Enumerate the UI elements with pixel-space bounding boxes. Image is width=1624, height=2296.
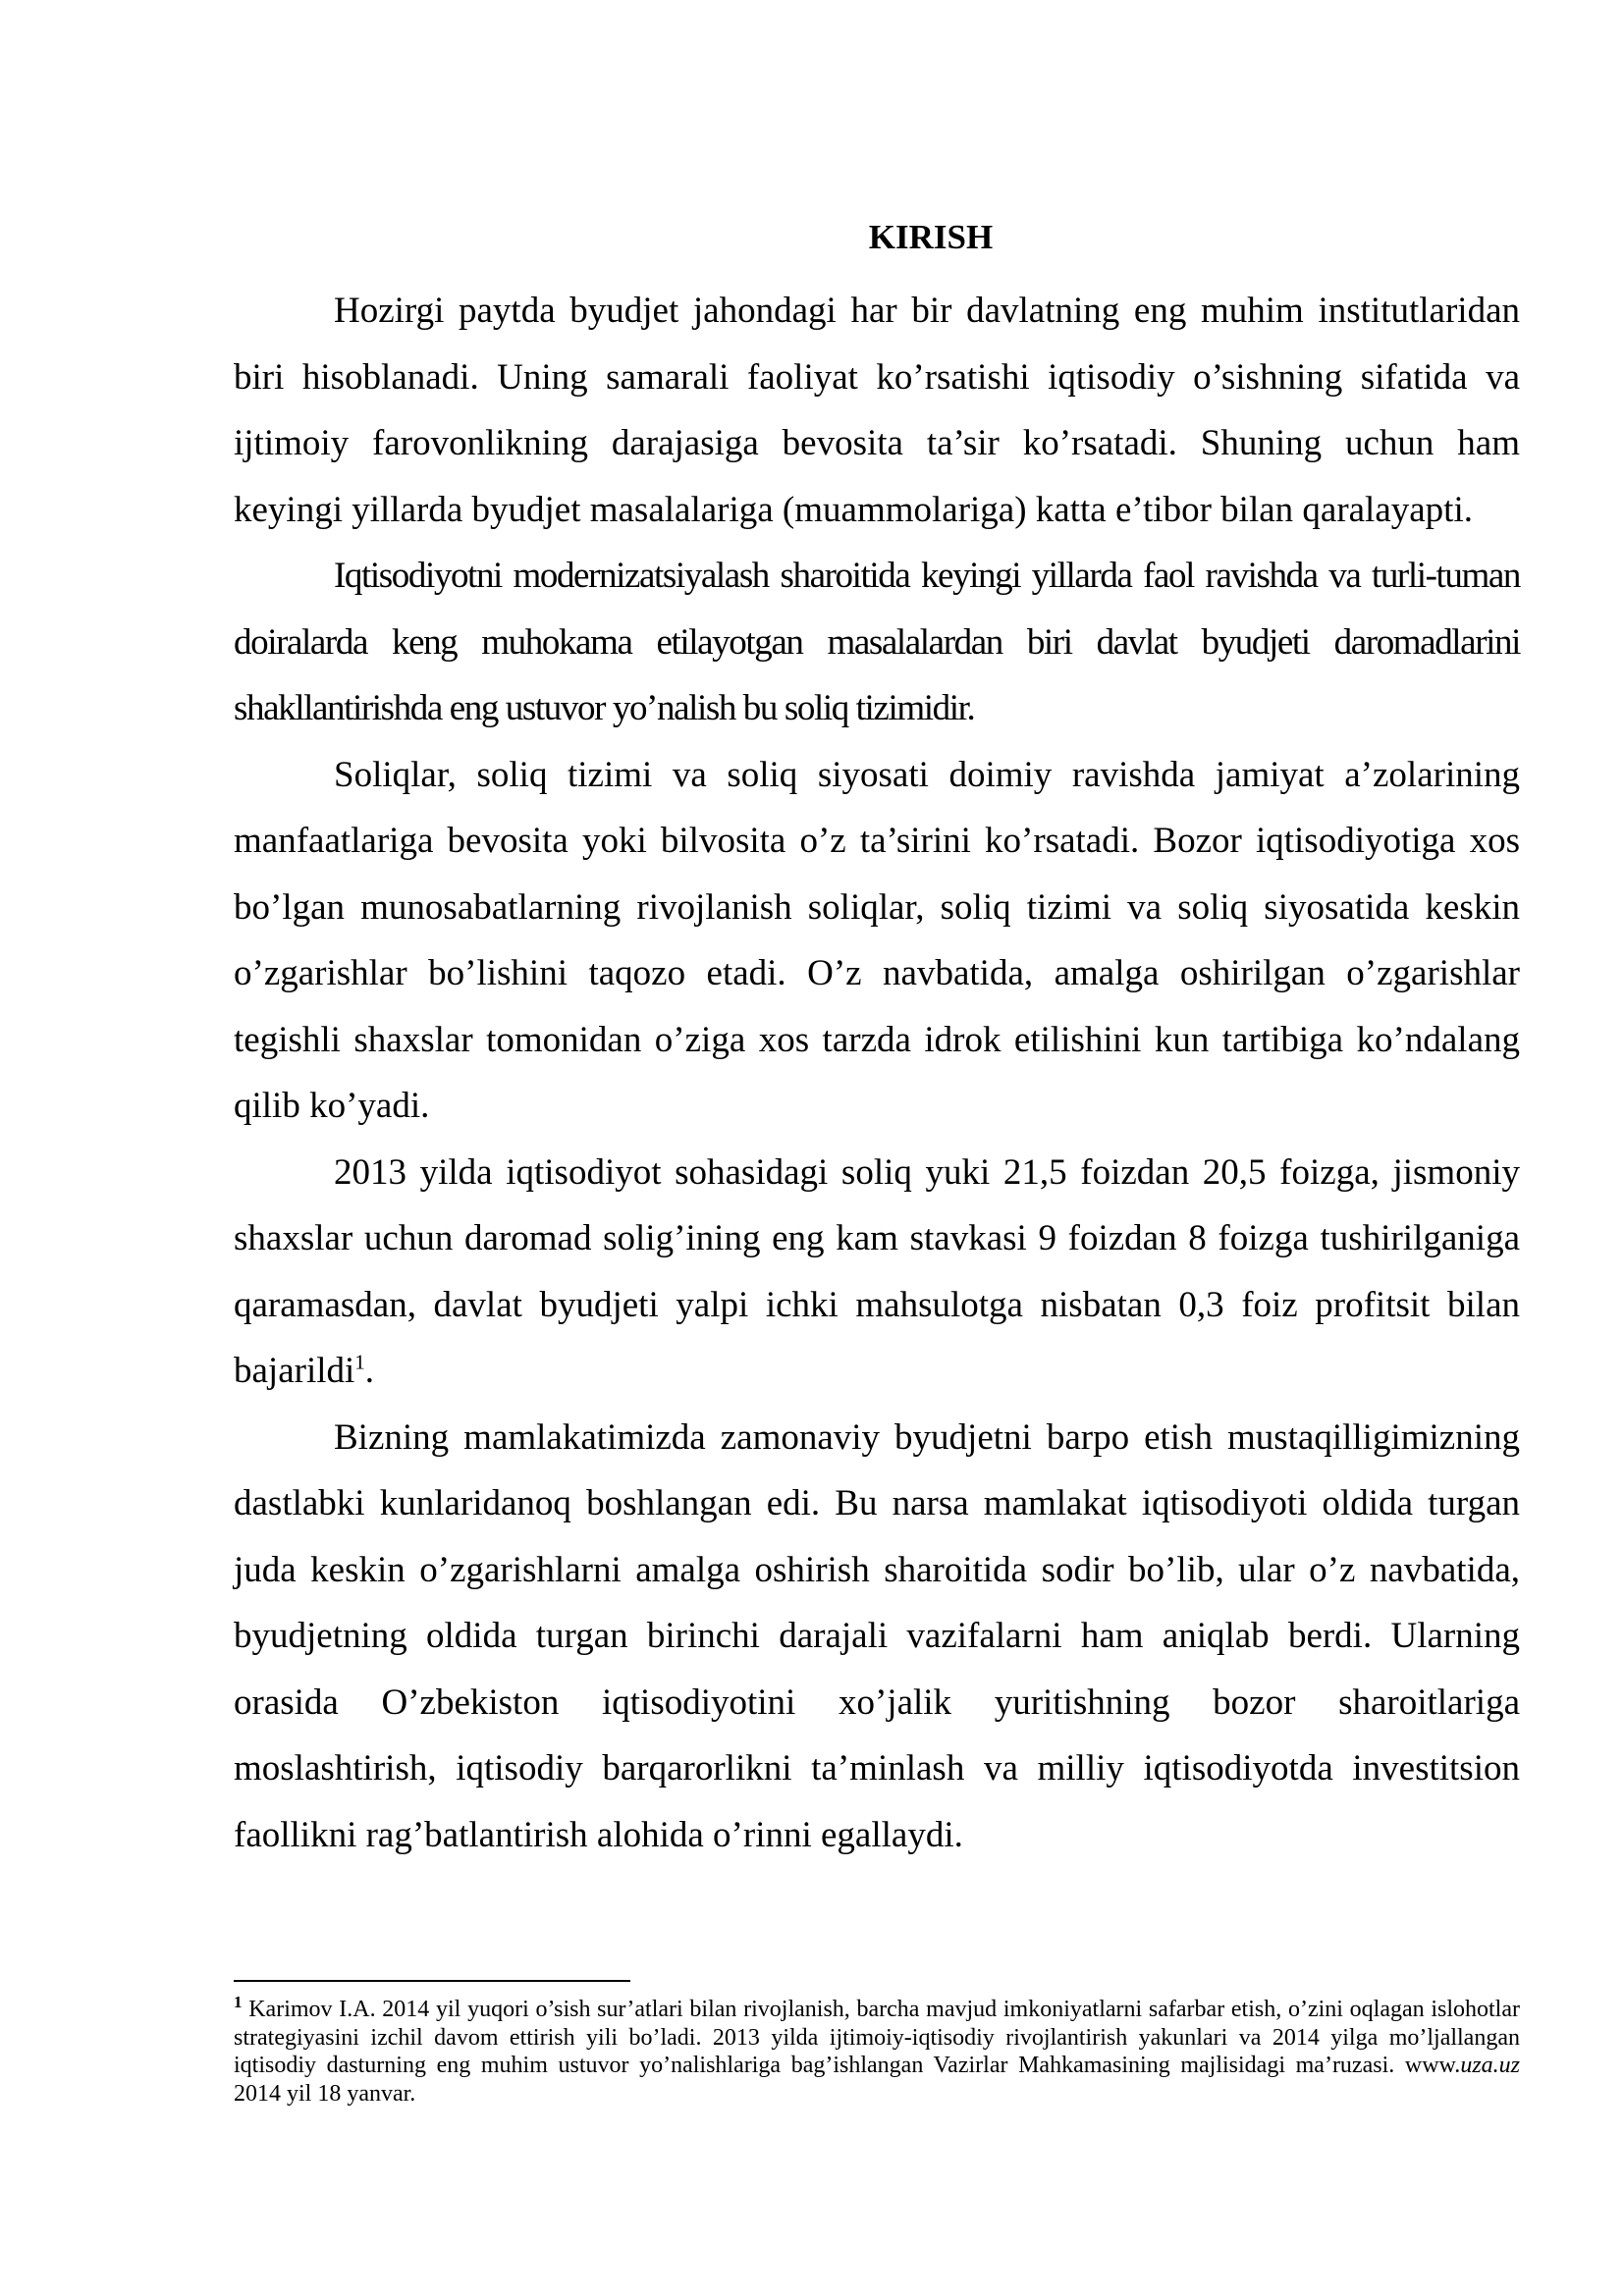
paragraph-2: Iqtisodiyotni modernizatsiyalash sharoitida keyingi yillarda faol ravishda va turli-tuman doiralarda keng muhokama etilayotgan masalalardan biri davlat byudjeti daromadlarini shakllantirishda eng ustuvor yo’nalish bu soliq tizimidir.: [234, 556, 1520, 728]
paragraph-4-text: 2013 yilda iqtisodiyot sohasidagi soliq yuki 21,5 foizdan 20,5 foizga, jismoniy shaxslar uchun daromad solig’ining eng kam stavkasi 9 foizdan 8 foizga tushirilganiga qaramasdan, davlat byudjeti yalpi ichki mahsulotga nisbatan 0,3 foiz profitsit bilan bajarildi: [234, 1151, 1520, 1391]
footnote: [234, 1993, 1520, 2108]
footnote-link[interactable]: uza.uz: [1460, 2053, 1520, 2078]
footnote-reference[interactable]: 1: [354, 1350, 365, 1374]
body-text: [234, 278, 1520, 1868]
paragraph-3: Soliqlar, soliq tizimi va soliq siyosati doimiy ravishda jamiyat a’zolarining manfaatlariga bevosita yoki bilvosita o’z ta’sirini ko’rsatadi. Bozor iqtisodiyotiga xos bo’lgan munosabatlarning rivojlanish soliqlar, soliq tizimi va soliq siyosatida keskin o’zgarishlar bo’lishini taqozo etadi. O’z navbatida, amalga oshirilgan o’zgarishlar tegishli shaxslar tomonidan o’ziga xos tarzda idrok etilishini kun tartibiga ko’ndalang qilib ko’yadi.: [234, 754, 1520, 1126]
paragraph-1: Hozirgi paytda byudjet jahondagi har bir davlatning eng muhim institutlaridan biri hisoblanadi. Uning samarali faoliyat ko’rsatishi iqtisodiy o’sishning sifatida va ijtimoiy farovonlikning darajasiga bevosita ta’sir ko’rsatadi. Shuning uchun ham keyingi yillarda byudjet masalalariga (muammolariga) katta e’tibor bilan qaralayapti.: [234, 291, 1520, 530]
footnote-date: 2014 yil 18 yanvar.: [234, 2080, 416, 2107]
document-page: [234, 0, 1520, 2296]
footnote-number: 1: [234, 1993, 243, 2011]
footnote-text: Karimov I.A. 2014 yil yuqori o’sish sur’atlari bilan rivojlanish, barcha mavjud imkoniyatlarni safarbar etish, o’zini oqlagan islohotlar strategiyasini izchil davom ettirish yili bo’ladi. 2013 yilda ijtimoiy-iqtisodiy rivojlantirish yakunlari va 2014 yilga mo’ljallangan iqtisodiy dasturning eng muhim ustuvor yo’nalishlariga bag’ishlangan Vazirlar Mahkamasining majlisidagi ma’ruzasi. www.: [234, 1997, 1520, 2078]
footnote-separator: [234, 1980, 630, 1982]
paragraph-5: Bizning mamlakatimizda zamonaviy byudjetni barpo etish mustaqilligimizning dastlabki kunlaridanoq boshlangan edi. Bu narsa mamlakat iqtisodiyoti oldida turgan juda keskin o’zgarishlarni amalga oshirish sharoitida sodir bo’lib, ular o’z navbatida, byudjetning oldida turgan birinchi darajali vazifalarni ham aniqlab berdi. Ularning orasida O’zbekiston iqtisodiyotini xo’jalik yuritishning bozor sharoitlariga moslashtirish, iqtisodiy barqarorlikni ta’minlash va milliy iqtisodiyotda investitsion faollikni rag’batlantirish alohida o’rinni egallaydi.: [234, 1416, 1520, 1855]
section-title: KIRISH: [868, 218, 994, 256]
paragraph-4-end: .: [364, 1351, 375, 1391]
paragraph-4: [234, 1140, 1520, 1405]
